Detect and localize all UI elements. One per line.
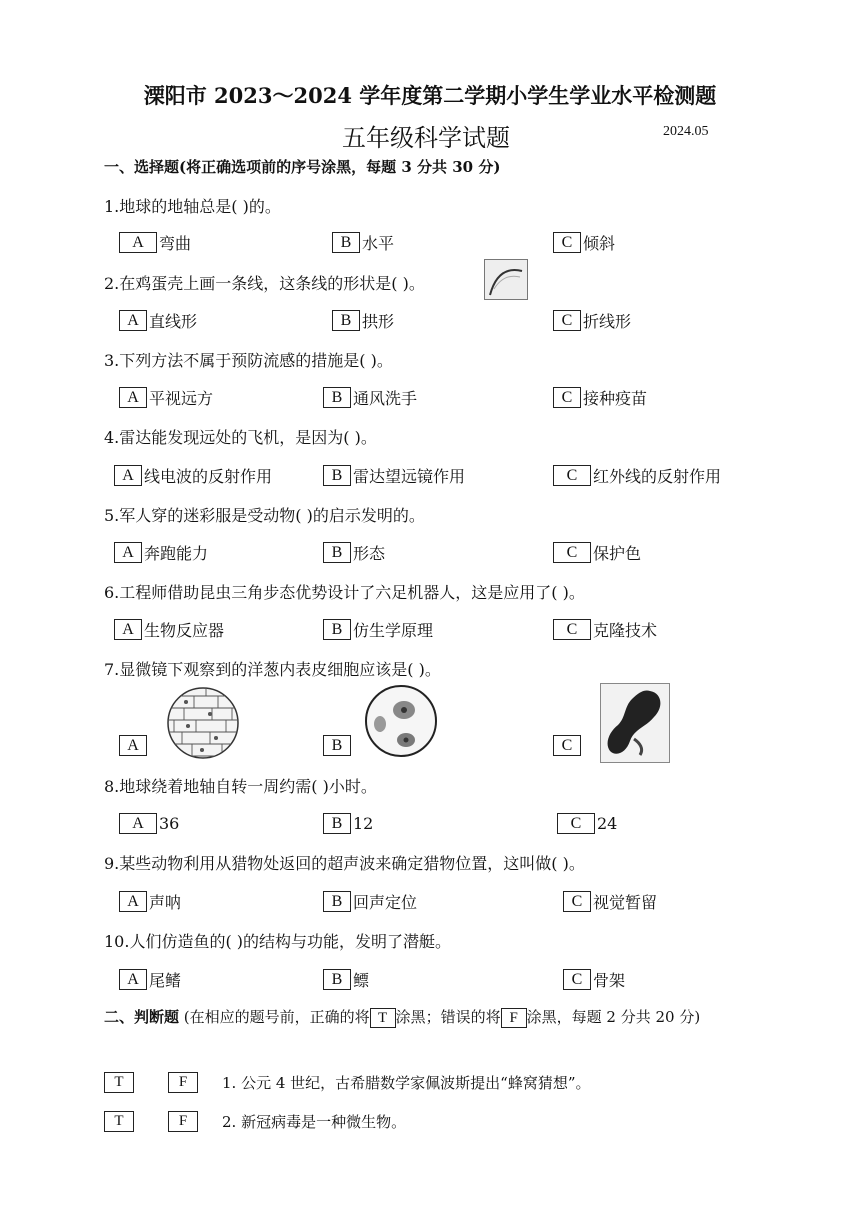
option-text: 声呐	[149, 893, 182, 912]
section2-title: 二、判断题	[104, 1008, 180, 1026]
q1-option-c[interactable]	[553, 231, 615, 254]
onion-cells-image	[166, 686, 240, 760]
question-8: 8.地球绕着地轴自转一周约需( )小时。	[104, 777, 377, 796]
option-text: 鳔	[353, 971, 370, 990]
q5-option-b[interactable]	[323, 541, 385, 564]
option-text: 接种疫苗	[583, 389, 648, 408]
option-text: 视觉暂留	[593, 893, 658, 912]
option-text: 折线形	[583, 312, 632, 331]
exam-date: 2024.05	[663, 124, 709, 139]
eggshell-line-image	[484, 259, 528, 300]
cheek-cells-image	[364, 684, 438, 758]
q9-option-a[interactable]	[119, 890, 181, 913]
q8-option-b[interactable]	[323, 813, 373, 834]
option-text: 奔跑能力	[144, 544, 209, 563]
option-text: 12	[353, 814, 374, 833]
option-letter-box: C	[553, 232, 581, 253]
q10-option-b[interactable]	[323, 968, 369, 991]
option-text: 骨架	[593, 971, 626, 990]
option-letter-box: A	[114, 619, 142, 640]
option-letter-box: C	[553, 735, 581, 756]
option-letter-box: A	[114, 465, 142, 486]
option-text: 保护色	[593, 544, 642, 563]
judgement-text: 2. 新冠病毒是一种微生物。	[222, 1113, 407, 1131]
section1-note: (将正确选项前的序号涂黑，每题 3 分共 30 分)	[179, 158, 501, 176]
option-text: 36	[159, 814, 180, 833]
q5-option-a[interactable]	[114, 541, 208, 564]
blot-specimen-image	[600, 683, 670, 763]
question-5: 5.军人穿的迷彩服是受动物( )的启示发明的。	[104, 506, 425, 525]
q4-option-a[interactable]	[114, 464, 272, 487]
option-text: 平视远方	[149, 389, 214, 408]
option-letter-box: A	[119, 891, 147, 912]
question-7: 7.显微镜下观察到的洋葱内表皮细胞应该是( )。	[104, 660, 441, 679]
q10-option-c[interactable]	[563, 968, 625, 991]
q4-option-c[interactable]	[553, 464, 721, 487]
option-text: 回声定位	[353, 893, 418, 912]
q8-option-a[interactable]	[119, 813, 179, 834]
option-letter-box: C	[553, 387, 581, 408]
question-9: 9.某些动物利用从猎物处返回的超声波来确定猎物位置，这叫做( )。	[104, 854, 585, 873]
option-letter-box: A	[119, 969, 147, 990]
section2-heading	[104, 1004, 764, 1030]
q4-option-b[interactable]	[323, 464, 465, 487]
option-letter-box: A	[119, 735, 147, 756]
q5-option-c[interactable]	[553, 541, 641, 564]
option-letter-box: C	[563, 891, 591, 912]
false-marker: F	[501, 1008, 527, 1028]
option-text: 线电波的反射作用	[144, 467, 273, 486]
option-letter-box: C	[553, 310, 581, 331]
option-text: 克隆技术	[593, 621, 658, 640]
question-1: 1.地球的地轴总是( )的。	[104, 197, 281, 216]
true-box[interactable]: T	[104, 1072, 134, 1093]
q3-option-a[interactable]	[119, 386, 213, 409]
option-letter-box: B	[323, 735, 351, 756]
q1-option-b[interactable]	[332, 231, 394, 254]
q3-option-b[interactable]	[323, 386, 417, 409]
option-text: 拱形	[362, 312, 395, 331]
option-text: 通风洗手	[353, 389, 418, 408]
option-letter-box: C	[553, 619, 591, 640]
option-letter-box: B	[323, 387, 351, 408]
q6-option-c[interactable]	[553, 618, 657, 641]
q2-option-a[interactable]	[119, 309, 197, 332]
option-text: 直线形	[149, 312, 198, 331]
section2-note-pre: (在相应的题号前，正确的将	[179, 1008, 370, 1026]
judgement-2	[104, 1111, 406, 1132]
question-10: 10.人们仿造鱼的( )的结构与功能，发明了潜艇。	[104, 932, 452, 951]
q10-option-a[interactable]	[119, 968, 181, 991]
q6-option-b[interactable]	[323, 618, 433, 641]
option-text: 雷达望远镜作用	[353, 467, 466, 486]
judgement-text: 1. 公元 4 世纪，古希腊数学家佩波斯提出“蜂窝猜想”。	[222, 1074, 591, 1092]
question-6: 6.工程师借助昆虫三角步态优势设计了六足机器人，这是应用了( )。	[104, 583, 585, 602]
q1-option-a[interactable]	[119, 231, 191, 254]
option-letter-box: B	[332, 310, 360, 331]
option-letter-box: C	[553, 542, 591, 563]
exam-title: 溧阳市 2023～2024 学年度第二学期小学生学业水平检测题	[143, 83, 717, 108]
question-4: 4.雷达能发现远处的飞机，是因为( )。	[104, 428, 377, 447]
question-2: 2.在鸡蛋壳上画一条线，这条线的形状是( )。	[104, 274, 425, 293]
section2-note-post: 涂黑，每题 2 分共 20 分)	[526, 1008, 701, 1026]
option-letter-box: B	[323, 465, 351, 486]
option-letter-box: B	[323, 813, 351, 834]
option-letter-box: A	[119, 232, 157, 253]
false-box[interactable]: F	[168, 1111, 198, 1132]
q8-option-c[interactable]	[557, 813, 617, 834]
option-text: 生物反应器	[144, 621, 225, 640]
q9-option-c[interactable]	[563, 890, 657, 913]
option-text: 水平	[362, 234, 395, 253]
false-box[interactable]: F	[168, 1072, 198, 1093]
judgement-1	[104, 1072, 591, 1093]
option-text: 弯曲	[159, 234, 192, 253]
q6-option-a[interactable]	[114, 618, 224, 641]
q7-option-a[interactable]	[119, 735, 147, 756]
option-letter-box: A	[119, 310, 147, 331]
q7-option-c[interactable]	[553, 735, 581, 756]
option-letter-box: C	[563, 969, 591, 990]
q2-option-c[interactable]	[553, 309, 631, 332]
q7-option-b[interactable]	[323, 735, 351, 756]
option-letter-box: A	[119, 813, 157, 834]
option-letter-box: B	[323, 619, 351, 640]
option-text: 形态	[353, 544, 386, 563]
option-letter-box: A	[114, 542, 142, 563]
option-letter-box: C	[553, 465, 591, 486]
option-letter-box: C	[557, 813, 595, 834]
question-3: 3.下列方法不属于预防流感的措施是( )。	[104, 351, 393, 370]
q2-option-b[interactable]	[332, 309, 394, 332]
option-text: 红外线的反射作用	[593, 467, 722, 486]
section1-title: 一、选择题	[104, 158, 180, 176]
true-box[interactable]: T	[104, 1111, 134, 1132]
exam-subtitle: 五年级科学试题	[342, 124, 510, 152]
option-letter-box: B	[323, 969, 351, 990]
true-marker: T	[370, 1008, 396, 1028]
option-letter-box: B	[323, 891, 351, 912]
section2-note-mid: 涂黑；错误的将	[395, 1008, 501, 1026]
option-text: 仿生学原理	[353, 621, 434, 640]
section1-heading	[104, 156, 500, 177]
q9-option-b[interactable]	[323, 890, 417, 913]
option-text: 尾鳍	[149, 971, 182, 990]
q3-option-c[interactable]	[553, 386, 647, 409]
option-text: 24	[597, 814, 618, 833]
option-letter-box: B	[332, 232, 360, 253]
option-letter-box: B	[323, 542, 351, 563]
option-letter-box: A	[119, 387, 147, 408]
option-text: 倾斜	[583, 234, 616, 253]
